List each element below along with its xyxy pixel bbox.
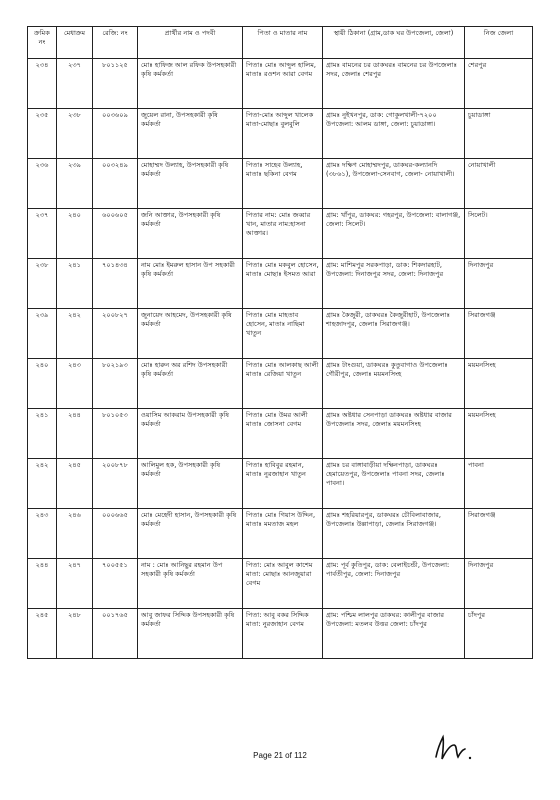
cell-address: গ্রাম: পশ্চিম লালপুর ডাকঘর: কালীপুর বাজার উপজেলা: মতলব উত্তর জেলা: চাঁদপুর (323, 609, 465, 659)
table-row (28, 509, 533, 559)
cell-merit: ২৪৩ (57, 359, 93, 409)
cell-district: চুয়াডাঙ্গা (465, 109, 533, 159)
page-number: Page 21 of 112 (253, 751, 307, 760)
cell-sl: ২৪৩ (28, 509, 57, 559)
cell-parents: পিতা: মোঃ আবুল কাশেম মাতা: মোছাঃ আনজুয়ারা বেগম (243, 559, 323, 609)
cell-address: গ্রাম: পূর্ব কুতিপুর, ডাক: বেলাইচন্ডী, উপজেলা: পার্বতীপুর, জেলা: দিনাজপুর (323, 559, 465, 609)
cell-district: সিরাজগঞ্জ (465, 509, 533, 559)
cell-name: মোঃ হারুন অর রশিদ উপসহকারী কৃষি কর্মকর্তা (138, 359, 243, 409)
cell-merit: ২৪৬ (57, 509, 93, 559)
cell-parents: পিতাঃ মোঃ গিয়াস উদ্দিন, মাতাঃ মমতাজ মহল (243, 509, 323, 559)
cell-merit: ২৩৯ (57, 159, 93, 209)
cell-address: গ্রামঃ চর বাঙ্গাবাড়ীয়া দক্ষিনপাড়া, ডাকঘরঃ হেমায়েতপুর, উপজেলাঃ পাবনা সদর, জেলাঃ পাবনা। (323, 459, 465, 509)
cell-district: ময়মনসিংহ (465, 409, 533, 459)
cell-merit: ২৪০ (57, 209, 93, 259)
cell-parents: পিতাঃ হাবিবুর রহমান, মাতাঃ নুরজাহান খাতুন (243, 459, 323, 509)
cell-merit: ২৪১ (57, 259, 93, 309)
cell-sl: ২৩৮ (28, 259, 57, 309)
cell-reg: ০০১৭৬৫ (93, 609, 138, 659)
cell-reg: ৭০০৫৫১ (93, 559, 138, 609)
header-name: প্রার্থীর নাম ও পদবী (138, 27, 243, 59)
cell-sl: ২৪১ (28, 409, 57, 459)
table-row (28, 559, 533, 609)
cell-sl: ২৩৪ (28, 59, 57, 109)
header-parents: পিতা ও মাতার নাম (243, 27, 323, 59)
cell-parents: পিতাঃ মোঃ উমর আলী মাতাঃ জোসনা বেগম (243, 409, 323, 459)
cell-sl: ২৪৪ (28, 559, 57, 609)
cell-reg: ০০৩৬০৯ (93, 109, 138, 159)
cell-reg: ৭০১৪৩৪ (93, 259, 138, 309)
table-row (28, 209, 533, 259)
cell-sl: ২৪২ (28, 459, 57, 509)
cell-name: জুয়েল রানা, উপসহকারী কৃষি কর্মকর্তা (138, 109, 243, 159)
cell-district: সিলেট। (465, 209, 533, 259)
cell-parents: পিতাঃ মোঃ আলকাছ আলী মাতাঃ রেজিয়া খাতুন (243, 359, 323, 409)
cell-name: জনি আক্তার, উপসহকারী কৃষি কর্মকর্তা (138, 209, 243, 259)
signature (432, 733, 482, 765)
cell-merit: ২৪৫ (57, 459, 93, 509)
cell-name: আবু জাফর সিদ্দিক উপসহকারী কৃষি কর্মকর্তা (138, 609, 243, 659)
cell-reg: ০০০৬৬৫ (93, 509, 138, 559)
table-header-row (28, 27, 533, 59)
table-row (28, 159, 533, 209)
cell-district: দিনাজপুর (465, 559, 533, 609)
cell-sl: ২৩৬ (28, 159, 57, 209)
cell-address: গ্রাম: খাঁপুর, ডাকঘর: গহরপুর, উপজেলা: বালাগঞ্জ, জেলা: সিলেট। (323, 209, 465, 259)
cell-district: দিনাজপুর (465, 259, 533, 309)
cell-reg: ২০০৮৭৮ (93, 459, 138, 509)
cell-reg: ৮০১০৫৩ (93, 409, 138, 459)
cell-sl: ২৩৭ (28, 209, 57, 259)
cell-parents: পিতা: আবু বকর সিদ্দিক মাতা: নুরজাহান বেগম (243, 609, 323, 659)
cell-address: গ্রামঃ নুইখনপুর, ডাক: গোকুলখালী-৭২০০ উপজেলা: আলম ডাঙ্গা, জেলা: চুয়াডাঙ্গা। (323, 109, 465, 159)
cell-address: গ্রাম: মাশিমপুর সরকপাড়া, ডাক: শিকদারহাট, উপজেলা: দিনাজপুর সদর, জেলা: দিনাজপুর (323, 259, 465, 309)
cell-name: ওয়াসিম আকরাম উপসহকারী কৃষি কর্মকর্তা (138, 409, 243, 459)
table-row (28, 309, 533, 359)
cell-district: শেরপুর (465, 59, 533, 109)
cell-parents: পিতার নাম: মোঃ জব্বার খান, মাতার নাম:হাসনা আক্তার। (243, 209, 323, 259)
cell-name: মোঃ মেহেদী হাসান, উপসহকারী কৃষি কর্মকর্তা (138, 509, 243, 559)
cell-reg: ৮০১১২৫ (93, 59, 138, 109)
table-row (28, 609, 533, 659)
table-row (28, 459, 533, 509)
cell-parents: পিতাঃ সাহেব উল্যাহ, মাতাঃ ছকিনা বেগম (243, 159, 323, 209)
cell-district: পাবনা (465, 459, 533, 509)
candidate-table (27, 26, 533, 659)
header-reg: রেজি: নং (93, 27, 138, 59)
cell-address: গ্রামঃ বামনের চর ডাকঘরঃ বামনের চর উপজেলাঃ সদর, জেলাঃ শেরপুর (323, 59, 465, 109)
cell-sl: ২৪০ (28, 359, 57, 409)
cell-district: সিরাজগঞ্জ (465, 309, 533, 359)
cell-name: নাম : মোঃ আনিছুর রহমান উপ সহকারী কৃষি কর্মকর্তা (138, 559, 243, 609)
cell-parents: পিতাঃ মোঃ মকবুল হোসেন, মাতাঃ মোছাঃ ইসমত আরা (243, 259, 323, 309)
cell-merit: ২৪৮ (57, 609, 93, 659)
table-row (28, 59, 533, 109)
cell-name: জুনায়েদ আহমেদ, উপসহকারী কৃষি কর্মকর্তা (138, 309, 243, 359)
cell-reg: ৬০০৬০৫ (93, 209, 138, 259)
cell-sl: ২৩৫ (28, 109, 57, 159)
header-district: নিজ জেলা (465, 27, 533, 59)
table-row (28, 109, 533, 159)
cell-sl: ২৩৯ (28, 309, 57, 359)
cell-address: গ্রামঃ অষ্টধার সেনপাড়া ডাকঘরঃ অষ্টধার বাজার উপজেলাঃ সদর, জেলাঃ ময়মনসিংহ (323, 409, 465, 459)
cell-merit: ২৩৮ (57, 109, 93, 159)
cell-name: নাম মোঃ ইমরুল হাসান উপ সহকারী কৃষি কর্মকর্তা (138, 259, 243, 309)
cell-name: মোহাম্মদ উল্যাহ, উপসহকারী কৃষি কর্মকর্তা (138, 159, 243, 209)
cell-reg: ২০০৮২৭ (93, 309, 138, 359)
cell-parents: পিতা-মোঃ আব্দুল খালেক মাতা-মোছাঃ বুলবুলি (243, 109, 323, 159)
cell-address: গ্রামঃ দক্ষিণ মোহাম্মদপুর, ডাকঘর-কল্যানদি (৩৮৬১), উপজেলা-সেনবাগ, জেলা- নোয়াখালী। (323, 159, 465, 209)
cell-name: মোঃ হাফিজ আল রফিক উপসহকারী কৃষি কর্মকর্তা (138, 59, 243, 109)
header-address: স্থায়ী ঠিকানা (গ্রাম,ডাক ঘর উপজেলা, জেলা) (323, 27, 465, 59)
cell-merit: ২৪৭ (57, 559, 93, 609)
cell-district: ময়মনসিংহ (465, 359, 533, 409)
cell-district: চাঁদপুর (465, 609, 533, 659)
cell-parents: পিতাঃ মোঃ মাহতাব হোসেন, মাতাঃ নাছিমা খাতুন (243, 309, 323, 359)
cell-reg: ০০৩২৪৯ (93, 159, 138, 209)
header-merit: মেধাক্রম (57, 27, 93, 59)
cell-name: আলিমুল হক, উপসহকারী কৃষি কর্মকর্তা (138, 459, 243, 509)
table-row (28, 259, 533, 309)
cell-district: নোয়াখালী (465, 159, 533, 209)
cell-sl: ২৪৫ (28, 609, 57, 659)
cell-reg: ৮০২১৯৩ (93, 359, 138, 409)
cell-merit: ২৪৪ (57, 409, 93, 459)
cell-address: গ্রামঃ টাংগুয়া, ডাকঘরঃ কুতুবাগাও উপজেলাঃ গৌরীপুর, জেলাঃ ময়মনসিংহ (323, 359, 465, 409)
header-serial: ক্রমিক নং (28, 27, 57, 59)
cell-address: গ্রামঃ শহরিয়ারপুর, ডাকঘরঃ চৌবিলাবাজার, উপজেলাঃ উল্লাপাড়া, জেলাঃ সিরাজগঞ্জ। (323, 509, 465, 559)
table-row (28, 359, 533, 409)
cell-merit: ২৪২ (57, 309, 93, 359)
table-row (28, 409, 533, 459)
cell-parents: পিতাঃ মোঃ আব্দুল হালিম, মাতাঃ রওশন আরা বেগম (243, 59, 323, 109)
cell-merit: ২৩৭ (57, 59, 93, 109)
cell-address: গ্রামঃ কৈজুরী, ডাকঘরঃ কৈজুরীহাট, উপজেলাঃ শাহজাদপুর, জেলাঃ সিরাজগঞ্জ। (323, 309, 465, 359)
